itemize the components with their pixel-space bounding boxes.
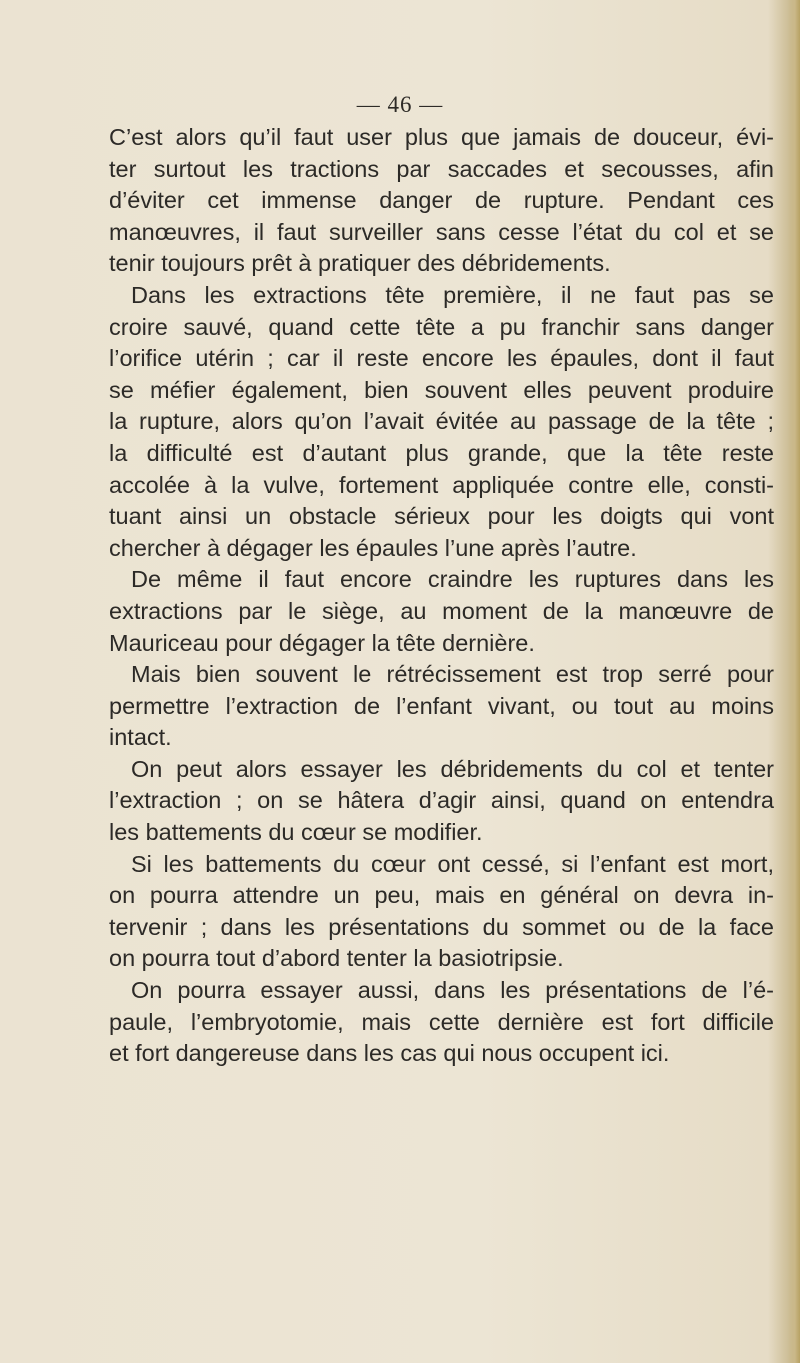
text-line: tenir toujours prêt à pratiquer des débridements. xyxy=(109,250,611,277)
text-line: paule, l’embryotomie, mais cette dernière est fort difficile xyxy=(109,1008,774,1035)
text-line: Mais bien souvent le rétrécissement est trop serré pour xyxy=(131,661,774,688)
text-line: chercher à dégager les épaules l’une après l’autre. xyxy=(109,534,637,561)
text-line: accolée à la vulve, fortement appliquée contre elle, consti- xyxy=(109,471,774,498)
text-line: Mauriceau pour dégager la tête dernière. xyxy=(109,629,535,656)
text-line: manœuvres, il faut surveiller sans cesse l’état du col et se xyxy=(109,218,774,245)
text-line: d’éviter cet immense danger de rupture. Pendant ces xyxy=(109,187,774,214)
text-line: C’est alors qu’il faut user plus que jamais de douceur, évi- xyxy=(109,124,774,150)
page-edge-shadow xyxy=(788,0,800,1363)
text-line: extractions par le siège, au moment de la manœuvre de xyxy=(109,597,774,624)
text-line: ter surtout les tractions par saccades et secousses, afin xyxy=(109,155,774,182)
text-line: se méfier également, bien souvent elles peuvent produire xyxy=(109,376,774,403)
text-line: la rupture, alors qu’on l’avait évitée au passage de la tête ; xyxy=(109,408,774,435)
body-text xyxy=(109,122,774,1070)
text-line: on pourra attendre un peu, mais en général on devra in- xyxy=(109,882,774,909)
text-line: la difficulté est d’autant plus grande, que la tête reste xyxy=(109,439,774,466)
text-line: On pourra essayer aussi, dans les présentations de l’é- xyxy=(131,977,774,1004)
text-line: intact. xyxy=(109,724,172,751)
text-line: et fort dangereuse dans les cas qui nous occupent ici. xyxy=(109,1040,670,1067)
text-line: croire sauvé, quand cette tête a pu franchir sans danger xyxy=(109,313,774,340)
page-number: — 46 — xyxy=(356,92,444,117)
text-line: l’extraction ; on se hâtera d’agir ainsi, quand on entendra xyxy=(109,787,774,814)
text-line: On peut alors essayer les débridements du col et tenter xyxy=(131,755,774,782)
text-line: Si les battements du cœur ont cessé, si l’enfant est mort, xyxy=(131,850,774,877)
text-line: permettre l’extraction de l’enfant vivant, ou tout au moins xyxy=(109,692,774,719)
text-line: tervenir ; dans les présentations du sommet ou de la face xyxy=(109,913,774,940)
text-line: on pourra tout d’abord tenter la basiotripsie. xyxy=(109,945,564,972)
text-line: l’orifice utérin ; car il reste encore les épaules, dont il faut xyxy=(109,345,774,372)
text-line: Dans les extractions tête première, il ne faut pas se xyxy=(131,281,774,308)
text-line: tuant ainsi un obstacle sérieux pour les doigts qui vont xyxy=(109,503,774,530)
text-line: les battements du cœur se modifier. xyxy=(109,819,483,846)
text-line: De même il faut encore craindre les ruptures dans les xyxy=(131,566,774,593)
